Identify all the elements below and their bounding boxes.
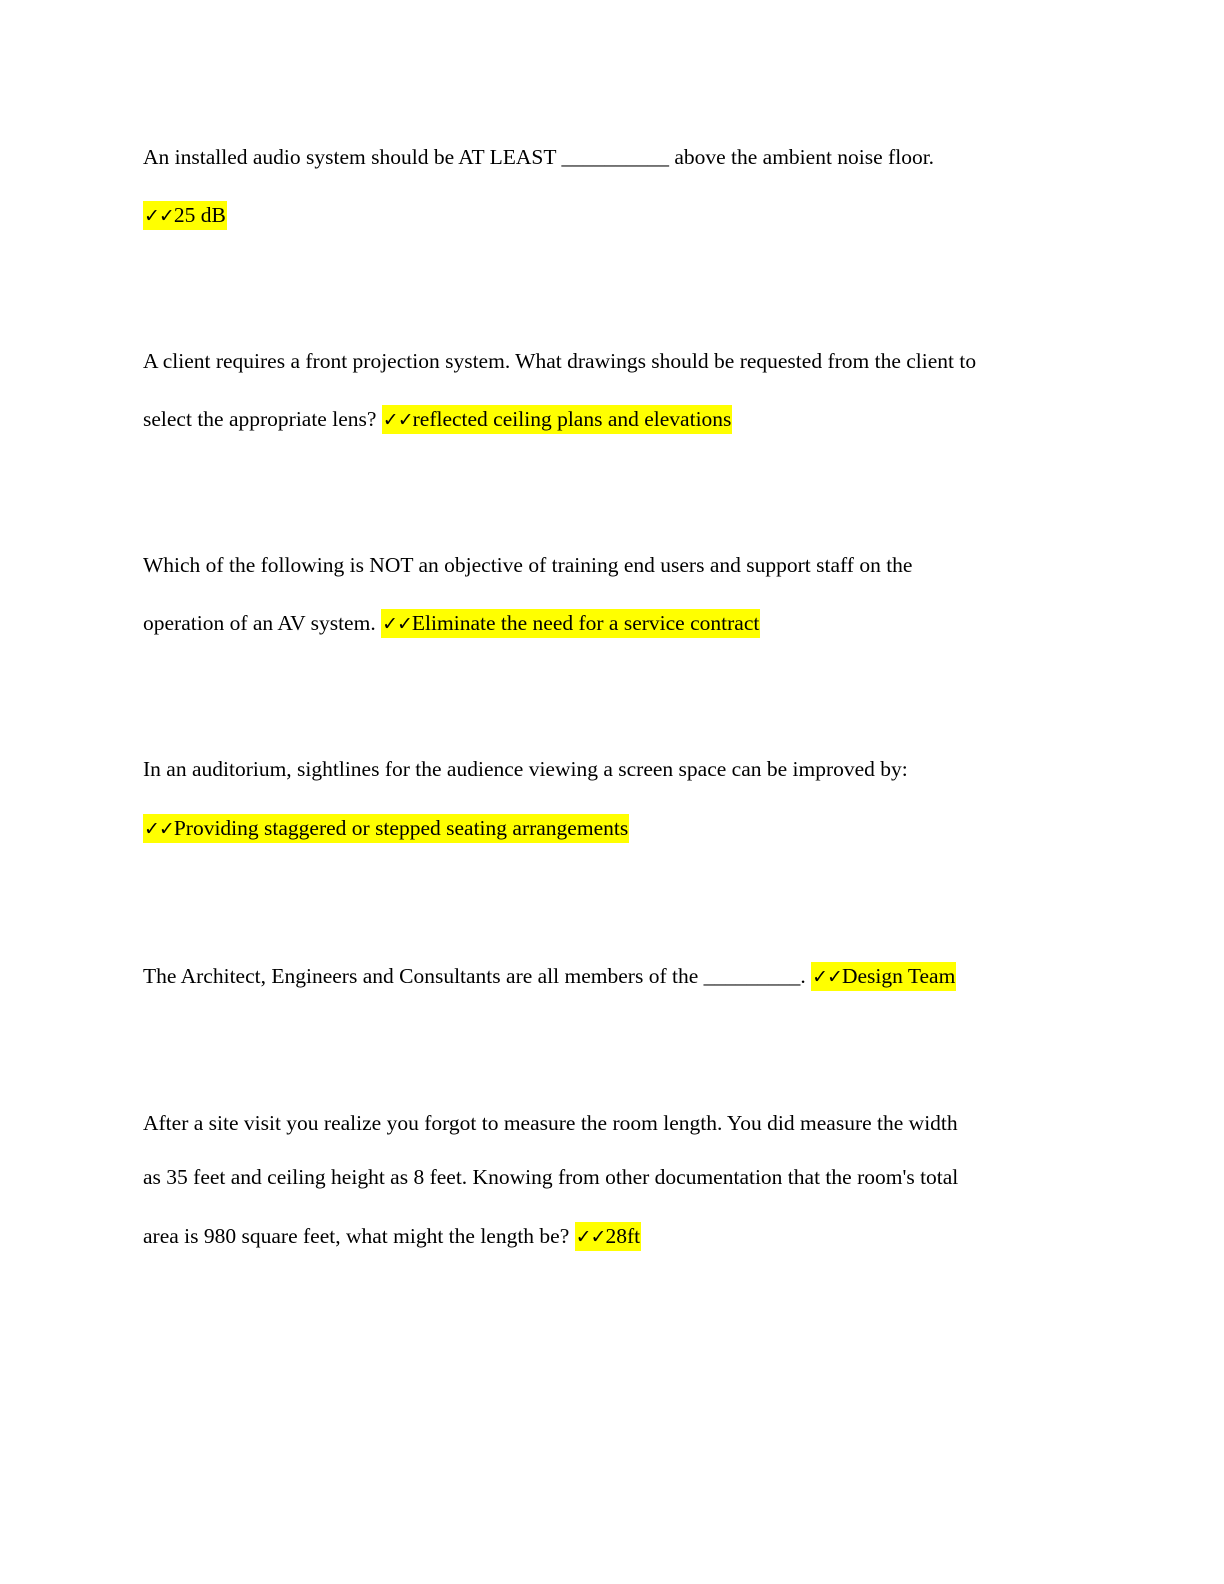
question-4-answer: Providing staggered or stepped seating arrangements [173, 816, 629, 840]
double-check-icon: ✓✓ [382, 613, 412, 635]
double-check-icon: ✓✓ [382, 409, 413, 431]
question-6-text-end: area is 980 square feet, what might the length be? [143, 1224, 575, 1248]
question-3-text: Which of the following is NOT an objective of training end users and support staff on the [143, 553, 913, 577]
double-check-icon: ✓✓ [812, 966, 842, 988]
question-5-answer: Design Team [841, 964, 956, 988]
question-5-text: The Architect, Engineers and Consultants are all members of the _________. [143, 964, 812, 988]
question-6-text-line-2: as 35 feet and ceiling height as 8 feet. Knowing from other documentation that the room's total [143, 1165, 959, 1189]
answer-highlight [381, 609, 760, 638]
double-check-icon: ✓✓ [144, 205, 174, 227]
answer-highlight [811, 962, 956, 991]
question-2-text-end: select the appropriate lens? [143, 407, 382, 431]
question-4-answer-line [143, 813, 629, 844]
double-check-icon: ✓✓ [575, 1226, 606, 1248]
question-6-answer-line [143, 1221, 641, 1252]
answer-highlight [382, 405, 733, 434]
question-3-answer-line [143, 608, 760, 639]
question-2-answer-line [143, 404, 732, 435]
double-check-icon: ✓✓ [144, 818, 174, 840]
question-5-answer-line [143, 961, 956, 992]
question-6-text-line-1: After a site visit you realize you forgot to measure the room length. You did measure the width [143, 1111, 958, 1135]
question-1-answer-line [143, 200, 227, 231]
question-1-text: An installed audio system should be AT LEAST __________ above the ambient noise floor. [143, 145, 935, 169]
question-4-text: In an auditorium, sightlines for the audience viewing a screen space can be improved by: [143, 757, 908, 781]
question-1-answer: 25 dB [173, 203, 226, 227]
answer-highlight [143, 814, 629, 843]
question-2-text: A client requires a front projection system. What drawings should be requested from the client to [143, 349, 977, 373]
answer-highlight [143, 201, 227, 230]
answer-highlight [575, 1222, 641, 1251]
question-3-answer: Eliminate the need for a service contract [411, 611, 760, 635]
question-3-text-end: operation of an AV system. [143, 611, 382, 635]
question-2-answer: reflected ceiling plans and elevations [412, 407, 732, 431]
question-6-answer: 28ft [605, 1224, 641, 1248]
